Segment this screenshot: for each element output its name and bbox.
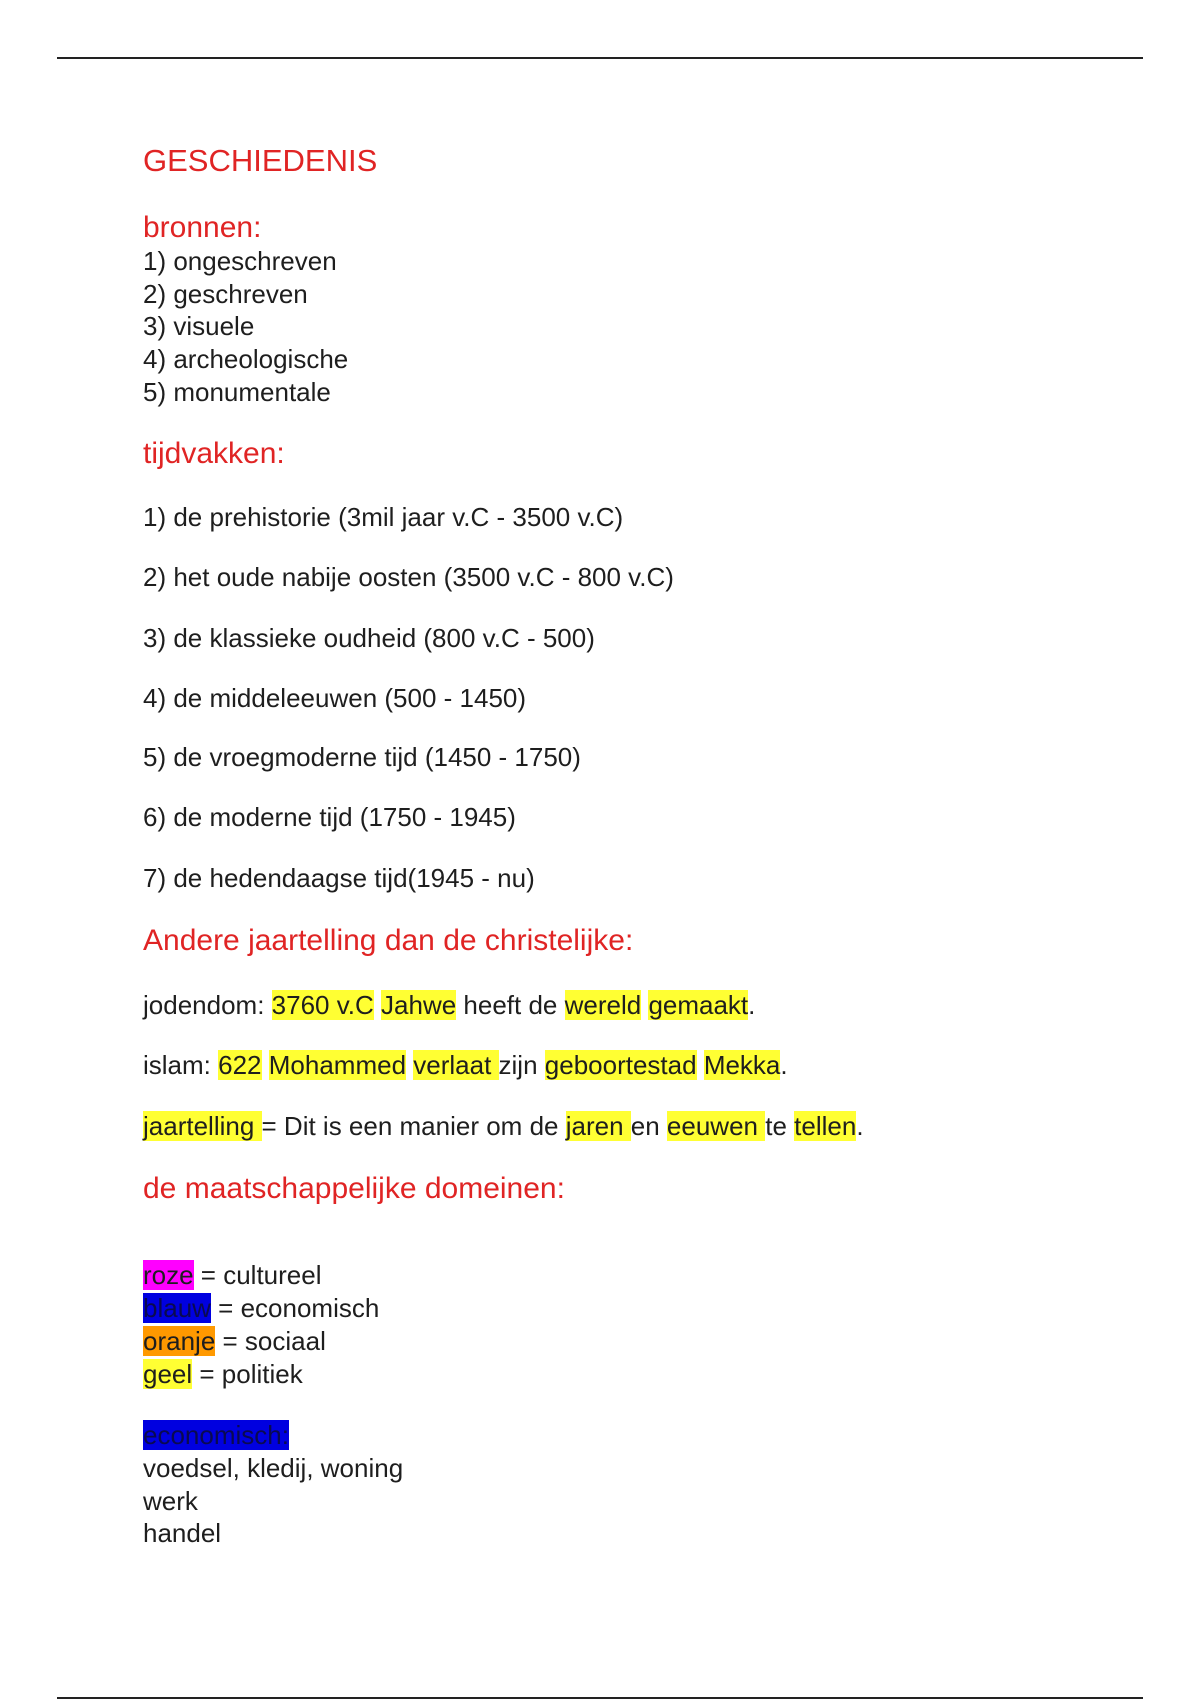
tijdvak-item: 5) de vroegmoderne tijd (1450 - 1750) <box>143 742 581 772</box>
highlight: jaren <box>565 1111 631 1141</box>
tijdvak-item: 4) de middeleeuwen (500 - 1450) <box>143 683 527 713</box>
plain-text: heeft de <box>456 990 565 1020</box>
economisch-item: werk <box>143 1486 198 1516</box>
highlight: geboortestad <box>544 1050 697 1080</box>
plain-text: zijn <box>498 1050 545 1080</box>
highlight: jaartelling <box>143 1111 262 1141</box>
legend-item-sociaal <box>143 1326 326 1357</box>
tijdvakken-heading: tijdvakken: <box>143 437 285 470</box>
highlight: 3760 v.C <box>271 990 374 1020</box>
highlight: 622 <box>218 1050 262 1080</box>
highlight: eeuwen <box>666 1111 766 1141</box>
economisch-item: handel <box>143 1518 222 1548</box>
highlight: Mohammed <box>268 1050 407 1080</box>
jodendom-label: jodendom: <box>143 990 272 1020</box>
color-swatch-word: oranje <box>143 1326 216 1356</box>
legend-text: = cultureel <box>193 1260 322 1290</box>
plain-text: . <box>748 990 756 1020</box>
bronnen-item: 4) archeologische <box>143 344 349 374</box>
bronnen-item: 1) ongeschreven <box>143 246 337 276</box>
legend-item-cultureel <box>143 1260 321 1291</box>
legend-item-economisch <box>143 1293 379 1324</box>
islam-label: islam: <box>143 1050 219 1080</box>
highlight: tellen <box>794 1111 857 1141</box>
plain-text: . <box>856 1111 864 1141</box>
plain-text: . <box>780 1050 788 1080</box>
color-swatch-word: roze <box>143 1260 194 1290</box>
legend-text: = sociaal <box>215 1326 326 1356</box>
page-title: GESCHIEDENIS <box>143 143 378 178</box>
tijdvak-item: 7) de hedendaagse tijd(1945 - nu) <box>143 863 535 893</box>
highlight: verlaat <box>413 1050 499 1080</box>
economisch-item: voedsel, kledij, woning <box>143 1453 404 1483</box>
highlight: Mekka <box>703 1050 781 1080</box>
plain-text: te <box>765 1111 795 1141</box>
domeinen-heading: de maatschappelijke domeinen: <box>143 1172 565 1205</box>
plain-text: = Dit is een manier om de <box>261 1111 566 1141</box>
tijdvak-item: 1) de prehistorie (3mil jaar v.C - 3500 v.C) <box>143 502 624 532</box>
color-swatch-word: geel <box>143 1359 193 1389</box>
bottom-rule <box>57 1697 1143 1699</box>
tijdvak-item: 2) het oude nabije oosten (3500 v.C - 800 v.C) <box>143 562 674 592</box>
jaartelling-definition-line <box>143 1111 864 1142</box>
bronnen-heading: bronnen: <box>143 211 262 244</box>
jodendom-line <box>143 990 755 1021</box>
islam-line <box>143 1050 788 1081</box>
plain-text: en <box>630 1111 667 1141</box>
tijdvak-item: 6) de moderne tijd (1750 - 1945) <box>143 802 516 832</box>
bronnen-item: 3) visuele <box>143 311 255 341</box>
bronnen-item: 2) geschreven <box>143 279 308 309</box>
jaartelling-heading: Andere jaartelling dan de christelijke: <box>143 924 634 957</box>
bronnen-item: 5) monumentale <box>143 377 331 407</box>
color-swatch-word: blauw <box>143 1293 211 1323</box>
economisch-label: economisch: <box>143 1420 289 1450</box>
legend-text: = economisch <box>210 1293 380 1323</box>
legend-text: = politiek <box>192 1359 303 1389</box>
tijdvak-item: 3) de klassieke oudheid (800 v.C - 500) <box>143 623 595 653</box>
highlight: wereld <box>564 990 642 1020</box>
economisch-label-line <box>143 1420 289 1451</box>
highlight: Jahwe <box>381 990 457 1020</box>
top-rule <box>57 57 1143 59</box>
legend-item-politiek <box>143 1359 303 1390</box>
highlight: gemaakt <box>648 990 749 1020</box>
